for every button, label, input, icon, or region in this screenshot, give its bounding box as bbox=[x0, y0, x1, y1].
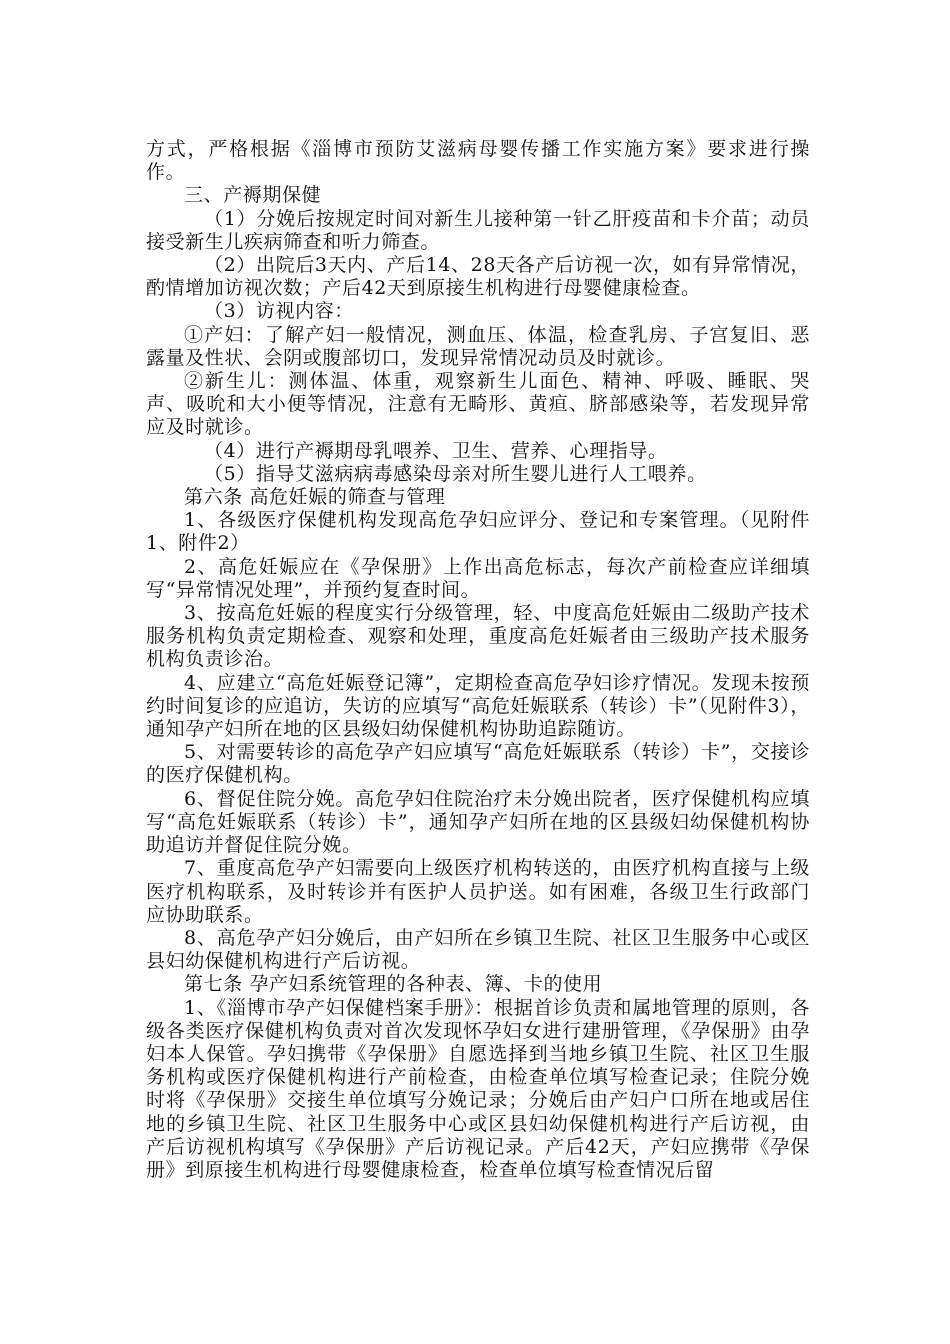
article-heading: 第七条 孕产妇系统管理的各种表、簿、卡的使用 bbox=[184, 973, 603, 996]
paragraph: （2）出院后3天内、产后14、28天各产后访视一次，如有异常情况，酌情增加访视次数；产后42天到原接生机构进行母婴健康检查。 bbox=[146, 254, 810, 300]
paragraph: 3、按高危妊娠的程度实行分级管理，轻、中度高危妊娠由二级助产技术服务机构负责定期检查、观察和处理，重度高危妊娠者由三级助产技术服务机构负责诊治。 bbox=[146, 602, 810, 671]
paragraph: （4）进行产褥期母乳喂养、卫生、营养、心理指导。 bbox=[204, 439, 668, 462]
paragraph: 1、各级医疗保健机构发现高危孕妇应评分、登记和专案管理。（见附件1、附件2） bbox=[146, 509, 810, 555]
paragraph: 2、高危妊娠应在《孕保册》上作出高危标志，每次产前检查应详细填写“异常情况处理”，并预约复查时间。 bbox=[146, 555, 810, 601]
paragraph: 4、应建立“高危妊娠登记簿”，定期检查高危孕妇诊疗情况。发现未按预约时间复诊的应追访，失访的应填写“高危妊娠联系（转诊）卡”（见附件3），通知孕产妇所在地的区县级妇幼保健机构协助追踪随访。 bbox=[146, 671, 810, 741]
paragraph: （5）指导艾滋病病毒感染母亲对所生婴儿进行人工喂养。 bbox=[204, 462, 707, 485]
paragraph: 6、督促住院分娩。高危孕妇住院治疗未分娩出院者，医疗保健机构应填写“高危妊娠联系（转诊）卡”，通知孕产妇所在地的区县级妇幼保健机构协助追访并督促住院分娩。 bbox=[146, 787, 810, 857]
paragraph: 5、对需要转诊的高危孕产妇应填写“高危妊娠联系（转诊）卡”，交接诊的医疗保健机构。 bbox=[146, 741, 810, 787]
paragraph: ①产妇：了解产妇一般情况，测血压、体温，检查乳房、子宫复旧、恶露量及性状、会阴或腹部切口，发现异常情况动员及时就诊。 bbox=[146, 323, 810, 369]
document-page bbox=[146, 138, 810, 1182]
paragraph: （3）访视内容： bbox=[204, 300, 354, 323]
paragraph: 7、重度高危孕产妇需要向上级医疗机构转送的，由医疗机构直接与上级医疗机构联系，及时转诊并有医护人员护送。如有困难，各级卫生行政部门应协助联系。 bbox=[146, 857, 810, 926]
paragraph: 8、高危孕产妇分娩后，由产妇所在乡镇卫生院、社区卫生服务中心或区县妇幼保健机构进行产后访视。 bbox=[146, 926, 810, 973]
paragraph: 方式，严格根据《淄博市预防艾滋病母婴传播工作实施方案》要求进行操作。 bbox=[146, 138, 810, 184]
paragraph: 1、《淄博市孕产妇保健档案手册》：根据首诊负责和属地管理的原则，各级各类医疗保健机构负责对首次发现怀孕妇女进行建册管理，《孕保册》由孕妇本人保管。孕妇携带《孕保册》自愿选择到当地乡镇卫生院、社区卫生服务机构或医疗保健机构进行产前检查，由检查单位填写检查记录；住院分娩时将《孕保册》交接生单位填写分娩记录；分娩后由产妇户口所在地或居住地的乡镇卫生院、社区卫生服务中心或区县妇幼保健机构进行产后访视，由产后访视机构填写《孕保册》产后访视记录。产后42天，产妇应携带《孕保册》到原接生机构进行母婴健康检查，检查单位填写检查情况后留 bbox=[146, 996, 810, 1181]
paragraph: ②新生儿：测体温、体重，观察新生儿面色、精神、呼吸、睡眠、哭声、吸吮和大小便等情况，注意有无畸形、黄疸、脐部感染等，若发现异常应及时就诊。 bbox=[146, 370, 810, 439]
paragraph: （1）分娩后按规定时间对新生儿接种第一针乙肝疫苗和卡介苗；动员接受新生儿疾病筛查和听力筛查。 bbox=[146, 207, 810, 253]
section-heading: 三、产褥期保健 bbox=[184, 184, 322, 207]
article-heading: 第六条 高危妊娠的筛查与管理 bbox=[184, 486, 446, 509]
